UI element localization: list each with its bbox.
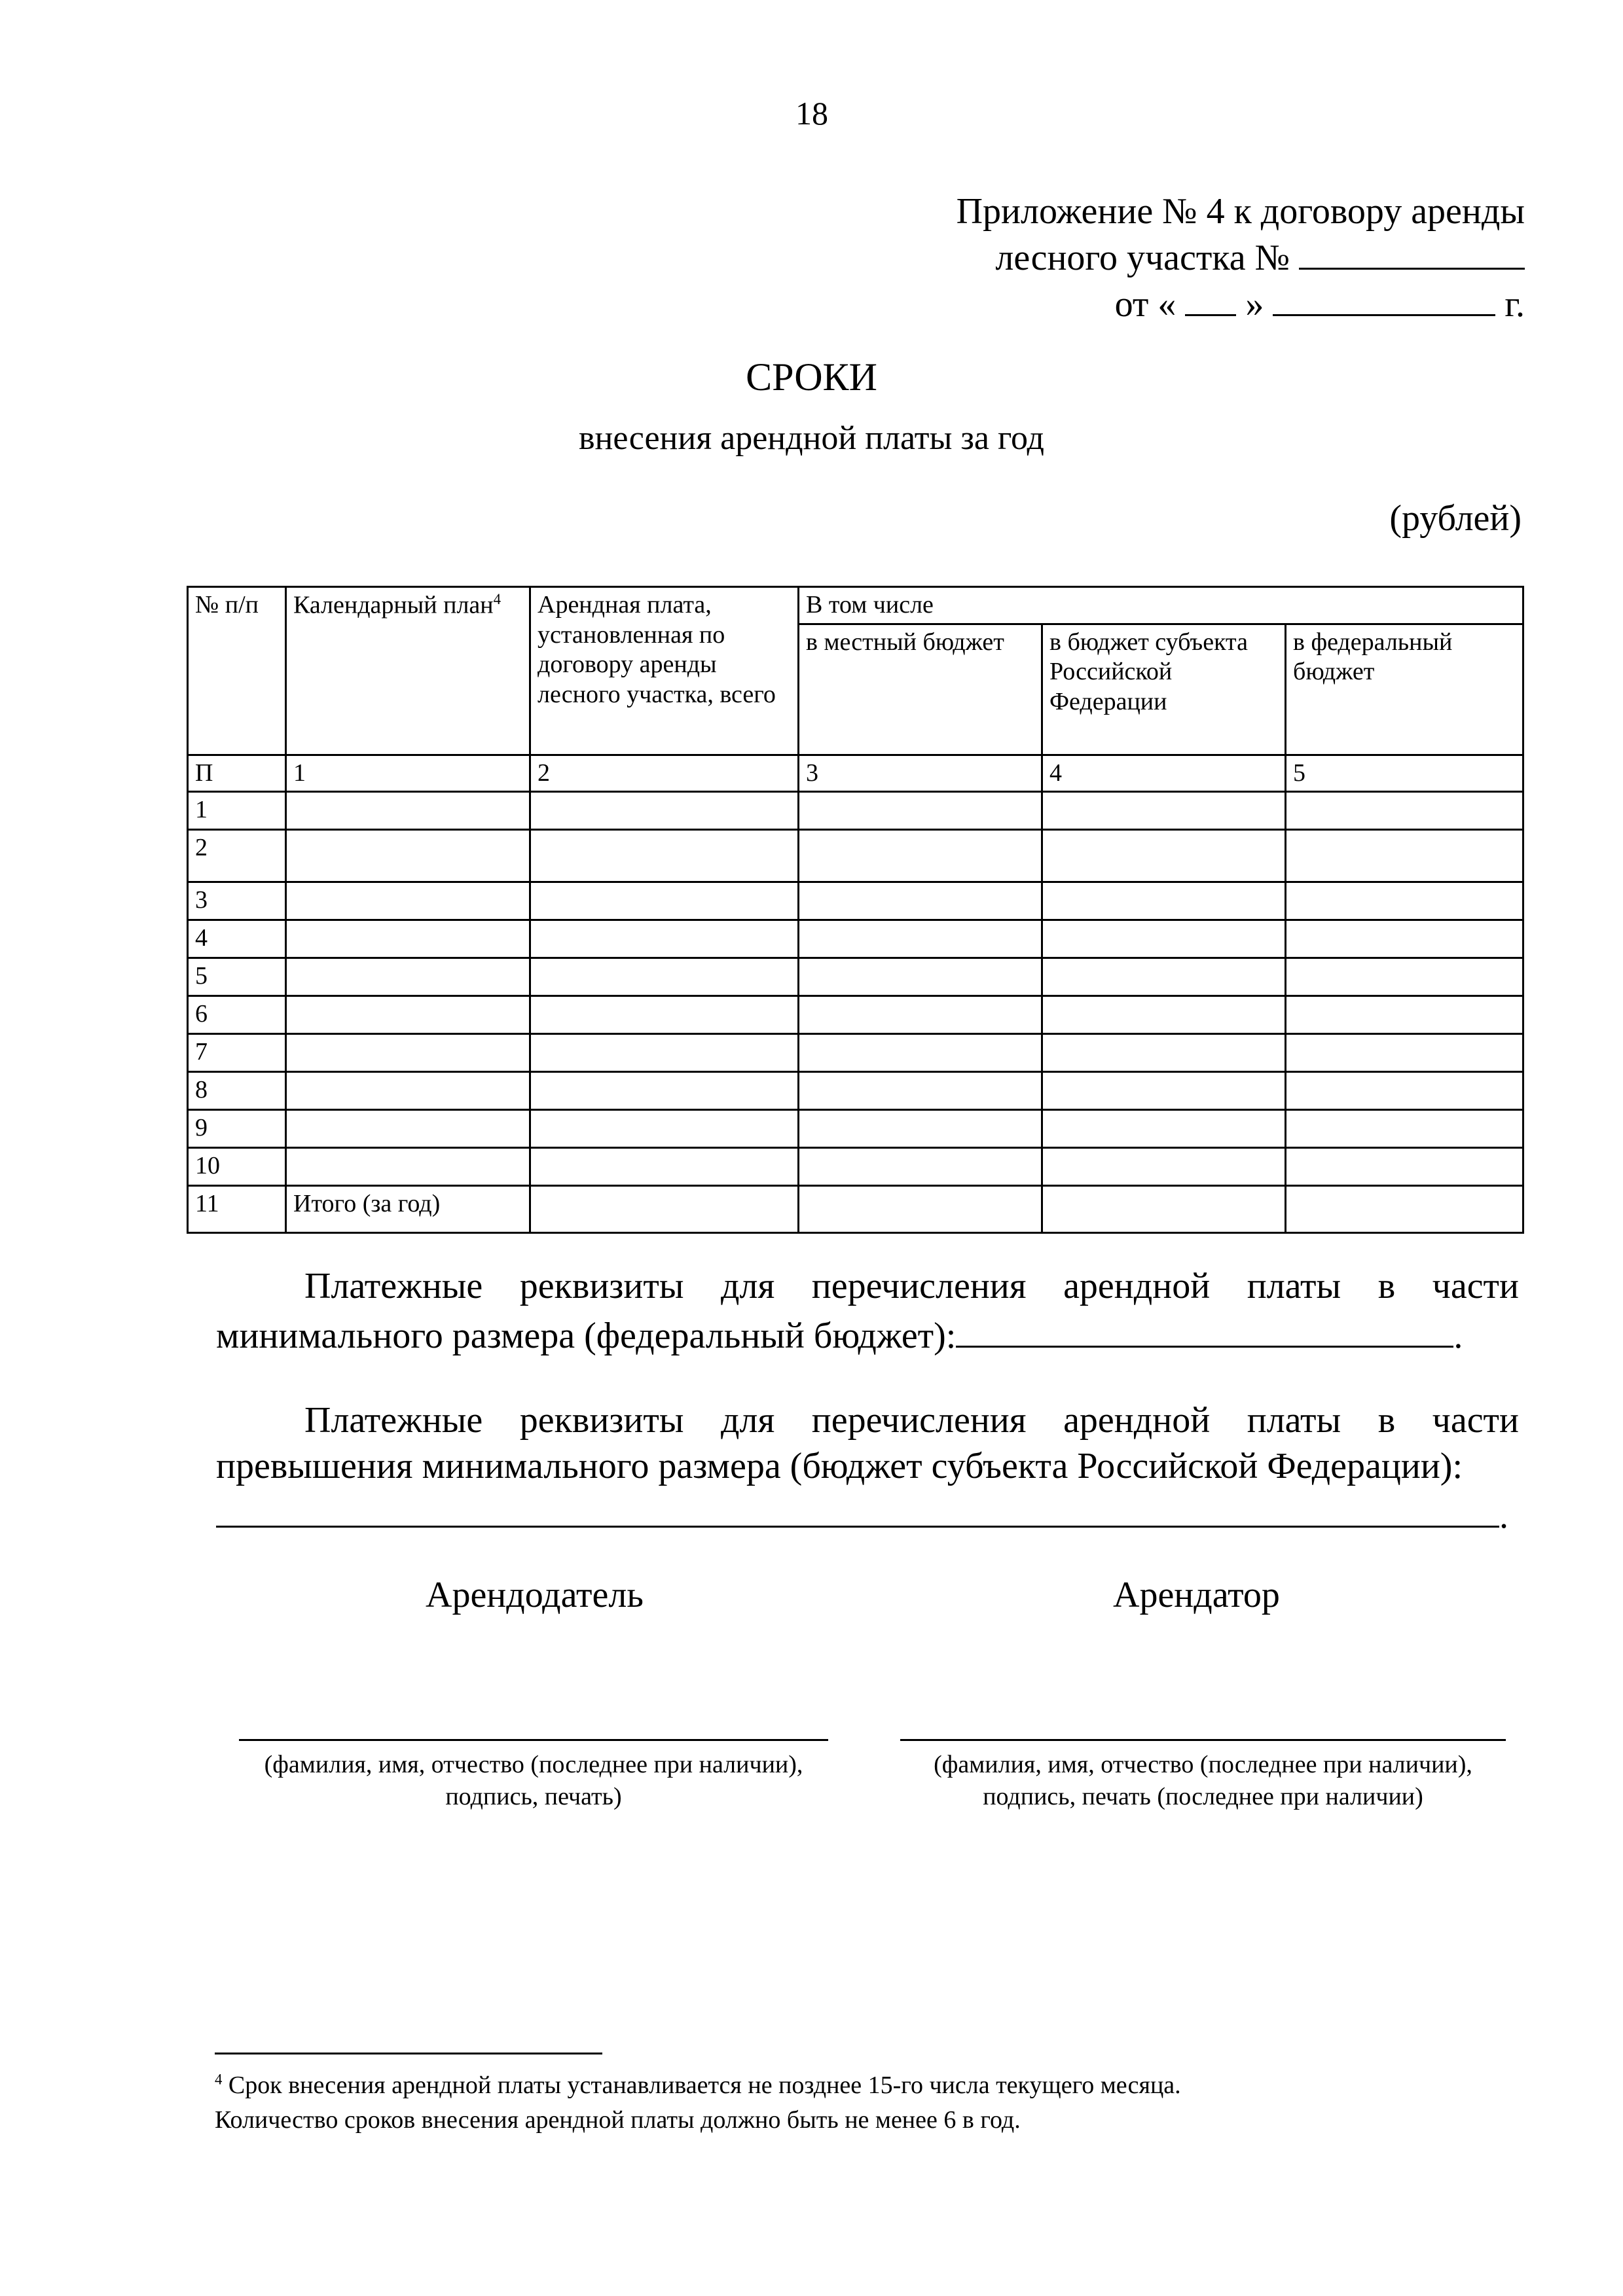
- table-cell[interactable]: [530, 792, 799, 830]
- total-label: Итого (за год): [286, 1186, 530, 1233]
- index-cell: 1: [286, 755, 530, 792]
- table-row: [188, 920, 1523, 958]
- footnote-line-1: [215, 2068, 1491, 2103]
- footnote-ref: 4: [493, 591, 501, 607]
- table-cell[interactable]: [1042, 830, 1286, 882]
- table-cell[interactable]: [1042, 996, 1286, 1034]
- header-calendar-text: Календарный план: [293, 591, 494, 619]
- payment-schedule-table: [187, 586, 1524, 1234]
- appendix-line-2: [957, 234, 1525, 280]
- table-cell[interactable]: [1286, 920, 1523, 958]
- table-cell[interactable]: [1286, 792, 1523, 830]
- appendix-contract-label: лесного участка №: [995, 238, 1290, 279]
- lessor-signature-line[interactable]: [239, 1739, 828, 1741]
- appendix-line-1: Приложение № 4 к договору аренды: [956, 191, 1525, 232]
- header-calendar-plan: [286, 587, 530, 755]
- header-local-budget: в местный бюджет: [799, 624, 1042, 755]
- row-number: 4: [188, 920, 286, 958]
- table-cell[interactable]: [799, 1034, 1042, 1072]
- total-row: [188, 1186, 1523, 1233]
- month-year-blank: [1273, 280, 1495, 316]
- table-cell[interactable]: [530, 996, 799, 1034]
- table-cell[interactable]: [530, 1148, 799, 1186]
- header-including: В том числе: [799, 587, 1523, 624]
- table-cell[interactable]: [1286, 1148, 1523, 1186]
- footnote-text-1: Срок внесения арендной платы устанавливается не позднее 15-го числа текущего месяца.: [228, 2072, 1181, 2099]
- table-cell[interactable]: [286, 1034, 530, 1072]
- table-cell[interactable]: [1286, 1072, 1523, 1110]
- row-number: 3: [188, 882, 286, 920]
- table-cell[interactable]: [1042, 1110, 1286, 1148]
- requisites-subject-text: Платежные реквизиты для перечисления арендной платы в части превышения минимального размера (бюджет субъекта Российской Федерации):: [216, 1400, 1519, 1486]
- footnote-separator: [215, 2053, 602, 2054]
- table-cell[interactable]: [530, 1110, 799, 1148]
- index-cell: П: [188, 755, 286, 792]
- page-number: 18: [795, 95, 828, 132]
- table-cell[interactable]: [286, 920, 530, 958]
- requisites-subject: [216, 1397, 1519, 1539]
- table-cell[interactable]: [1286, 830, 1523, 882]
- table-cell[interactable]: [799, 1072, 1042, 1110]
- index-cell: 3: [799, 755, 1042, 792]
- table-cell[interactable]: [286, 1110, 530, 1148]
- table-cell[interactable]: [1286, 1034, 1523, 1072]
- table-cell[interactable]: [286, 996, 530, 1034]
- table-row: [188, 792, 1523, 830]
- table-cell[interactable]: [799, 1186, 1042, 1233]
- document-subtitle: внесения арендной платы за год: [578, 420, 1044, 457]
- table-cell[interactable]: [530, 958, 799, 996]
- row-number: 9: [188, 1110, 286, 1148]
- requisites-federal-end: .: [1453, 1316, 1463, 1356]
- lessor-caption-line-1: (фамилия, имя, отчество (последнее при наличии),: [264, 1751, 803, 1778]
- table-cell[interactable]: [530, 920, 799, 958]
- table-cell[interactable]: [530, 1034, 799, 1072]
- table-cell[interactable]: [1286, 958, 1523, 996]
- table-cell[interactable]: [1042, 920, 1286, 958]
- appendix-line-3: [957, 280, 1525, 327]
- header-federal-budget: в федеральный бюджет: [1286, 624, 1523, 755]
- date-prefix: от «: [1114, 284, 1176, 325]
- date-suffix: г.: [1504, 284, 1525, 325]
- table-row: [188, 882, 1523, 920]
- table-cell[interactable]: [1042, 1072, 1286, 1110]
- lessor-caption: [226, 1749, 841, 1814]
- lessee-caption-line-2: подпись, печать (последнее при наличии): [983, 1783, 1423, 1811]
- lessee-caption: [894, 1749, 1512, 1814]
- table-cell[interactable]: [530, 1072, 799, 1110]
- table-cell[interactable]: [1286, 1186, 1523, 1233]
- header-num: № п/п: [188, 587, 286, 755]
- table-cell[interactable]: [1286, 882, 1523, 920]
- header-subject-budget: в бюджет субъекта Российской Федерации: [1042, 624, 1286, 755]
- row-number: 8: [188, 1072, 286, 1110]
- row-number: 7: [188, 1034, 286, 1072]
- table-cell[interactable]: [1042, 1186, 1286, 1233]
- lessee-title: Арендатор: [1113, 1575, 1280, 1615]
- table-cell[interactable]: [530, 830, 799, 882]
- header-rent-total: Арендная плата, установленная по договору аренды лесного участка, всего: [530, 587, 799, 755]
- table-row: [188, 1034, 1523, 1072]
- table-cell[interactable]: [286, 792, 530, 830]
- footnote: [215, 2068, 1491, 2138]
- table-cell[interactable]: [286, 1148, 530, 1186]
- lessor-title: Арендодатель: [426, 1575, 644, 1615]
- row-number: 5: [188, 958, 286, 996]
- units-label: (рублей): [1389, 498, 1522, 539]
- table-cell[interactable]: [1042, 882, 1286, 920]
- contract-number-blank: [1299, 234, 1525, 270]
- date-mid: »: [1245, 284, 1264, 325]
- table-cell[interactable]: [799, 996, 1042, 1034]
- index-cell: 5: [1286, 755, 1523, 792]
- appendix-header: [957, 190, 1525, 327]
- table-cell[interactable]: [799, 958, 1042, 996]
- row-number: 1: [188, 792, 286, 830]
- lessee-signature-line[interactable]: [900, 1739, 1506, 1741]
- table-cell[interactable]: [799, 882, 1042, 920]
- table-cell[interactable]: [1286, 996, 1523, 1034]
- lessor-caption-line-2: подпись, печать): [445, 1783, 622, 1811]
- table-row: [188, 1110, 1523, 1148]
- row-number: 11: [188, 1186, 286, 1233]
- lessee-caption-line-1: (фамилия, имя, отчество (последнее при наличии),: [934, 1751, 1472, 1778]
- row-number: 10: [188, 1148, 286, 1186]
- table-cell[interactable]: [530, 1186, 799, 1233]
- footnote-line-2: Количество сроков внесения арендной платы должно быть не менее 6 в год.: [215, 2106, 1021, 2134]
- table-cell[interactable]: [286, 958, 530, 996]
- table-row: [188, 996, 1523, 1034]
- table-cell[interactable]: [286, 1072, 530, 1110]
- table-row: [188, 1148, 1523, 1186]
- requisites-subject-blank[interactable]: [216, 1489, 1499, 1528]
- day-blank: [1185, 280, 1236, 316]
- table-cell[interactable]: [1042, 1034, 1286, 1072]
- table-cell[interactable]: [799, 792, 1042, 830]
- table-cell[interactable]: [530, 882, 799, 920]
- table-cell[interactable]: [799, 920, 1042, 958]
- table-row: [188, 958, 1523, 996]
- table-cell[interactable]: [799, 830, 1042, 882]
- document-title: СРОКИ: [746, 355, 877, 399]
- requisites-subject-end: .: [1499, 1496, 1508, 1536]
- table-cell[interactable]: [286, 882, 530, 920]
- row-number: 2: [188, 830, 286, 882]
- table-cell[interactable]: [1042, 958, 1286, 996]
- requisites-federal-text: Платежные реквизиты для перечисления арендной платы в части минимального размера (федеральный бюджет):: [216, 1266, 1519, 1356]
- index-cell: 4: [1042, 755, 1286, 792]
- footnote-mark: 4: [215, 2071, 223, 2088]
- table-row: [188, 830, 1523, 882]
- requisites-federal-blank[interactable]: [956, 1309, 1453, 1348]
- index-cell: 2: [530, 755, 799, 792]
- table-row: [188, 1072, 1523, 1110]
- table-cell[interactable]: [1042, 1148, 1286, 1186]
- requisites-federal: [216, 1263, 1519, 1359]
- table-cell[interactable]: [799, 1110, 1042, 1148]
- table-cell[interactable]: [286, 830, 530, 882]
- table-cell[interactable]: [1042, 792, 1286, 830]
- table-cell[interactable]: [799, 1148, 1042, 1186]
- table-cell[interactable]: [1286, 1110, 1523, 1148]
- index-row: [188, 755, 1523, 792]
- row-number: 6: [188, 996, 286, 1034]
